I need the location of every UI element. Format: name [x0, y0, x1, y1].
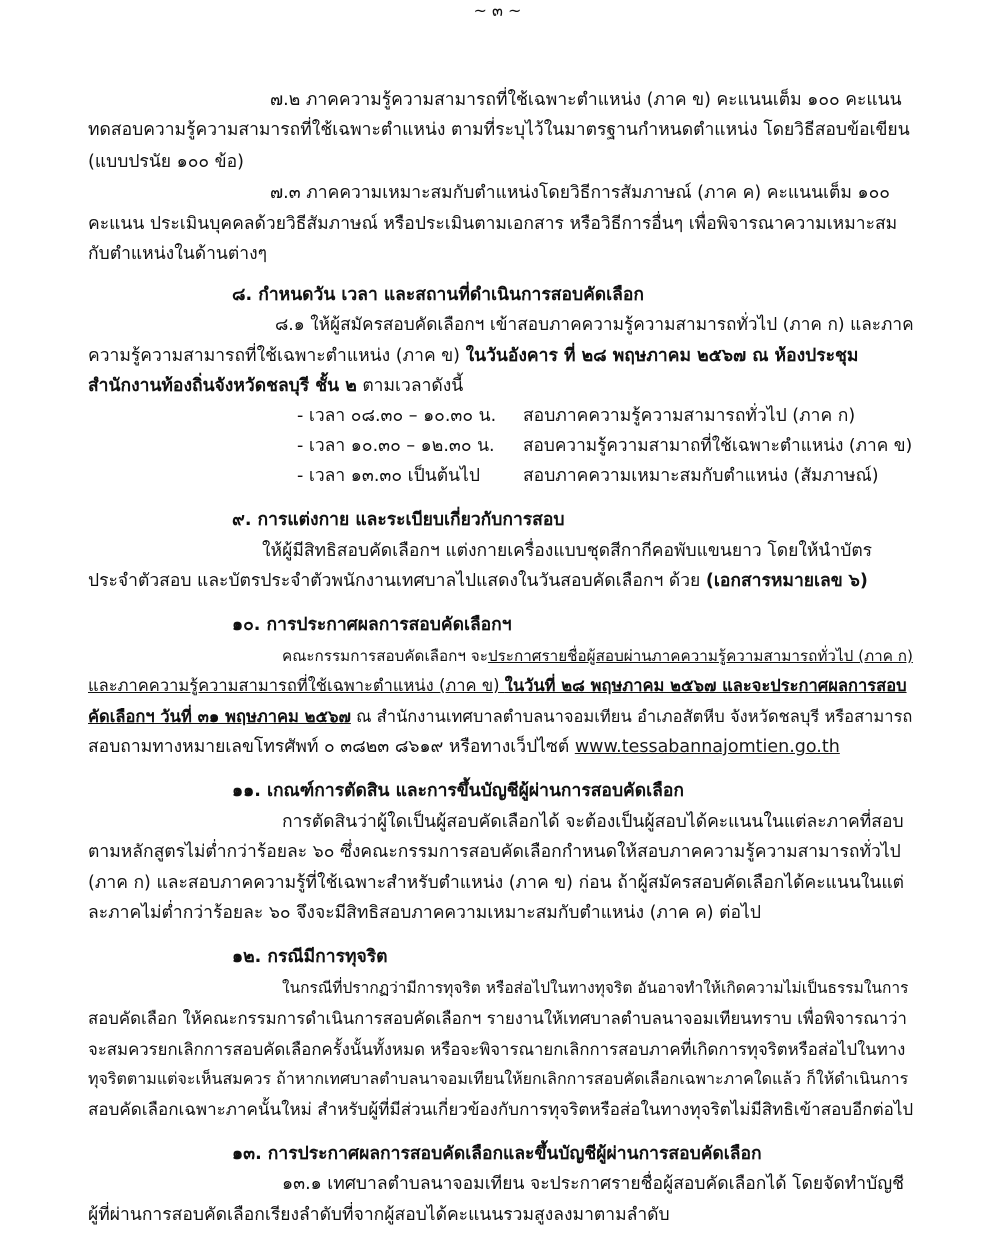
para-12-line-5: สอบคัดเลือกเฉพาะภาคนั้นใหม่ สำหรับผู้ที่มีส่วนเกี่ยวข้องกับการทุจริตหรือส่อในทางทุจริตไม่มีสิทธิเข้าสอบอีกต่อไป — [88, 1100, 914, 1120]
para-7-3-line-3: กับตำแหน่งในด้านต่างๆ — [88, 244, 268, 264]
para-12-line-2: สอบคัดเลือก ให้คณะกรรมการดำเนินการสอบคัดเลือกฯ รายงานให้เทศบาลตำบลนาจอมเทียนทราบ เพื่อพิจารณาว่า — [88, 1008, 907, 1028]
para-10-line-1: คณะกรรมการสอบคัดเลือกฯ จะประกาศรายชื่อผู้สอบผ่านภาคความรู้ความสามารถทั่วไป (ภาค ก) — [282, 647, 913, 665]
para-11-line-3: (ภาค ก) และสอบภาคความรู้ที่ใช้เฉพาะสำหรับตำแหน่ง (ภาค ข) ก่อน ถ้าผู้สมัครสอบคัดเลือกได้คะแนนในแต่ — [88, 873, 905, 893]
section-11-heading: ๑๑. เกณฑ์การตัดสิน และการขึ้นบัญชีผู้ผ่านการสอบคัดเลือก — [232, 781, 684, 801]
section-10-heading: ๑๐. การประกาศผลการสอบคัดเลือกฯ — [232, 615, 512, 635]
section-13-heading: ๑๓. การประกาศผลการสอบคัดเลือกและขึ้นบัญชีผู้ผ่านการสอบคัดเลือก — [232, 1144, 762, 1164]
para-9-line-1: ให้ผู้มีสิทธิสอบคัดเลือกฯ แต่งกายเครื่องแบบชุดสีกากีคอพับแขนยาว โดยให้นำบัตร — [262, 541, 873, 561]
para-7-2-line-1: ๗.๒ ภาคความรู้ความสามารถที่ใช้เฉพาะตำแหน่ง (ภาค ข) คะแนนเต็ม ๑๐๐ คะแนน — [270, 90, 902, 110]
section-8-heading: ๘. กำหนดวัน เวลา และสถานที่ดำเนินการสอบคัดเลือก — [232, 285, 644, 305]
para-11-line-4: ละภาคไม่ต่ำกว่าร้อยละ ๖๐ จึงจะมีสิทธิสอบภาคความเหมาะสมกับตำแหน่ง (ภาค ค) ต่อไป — [88, 903, 761, 923]
para-7-2-line-2: ทดสอบความรู้ความสามารถที่ใช้เฉพาะตำแหน่ง ตามที่ระบุไว้ในมาตรฐานกำหนดตำแหน่ง โดยวิธีสอบข้อเขียน — [88, 120, 910, 140]
para-10-line-3: คัดเลือกฯ วันที่ ๓๑ พฤษภาคม ๒๕๖๗ ณ สำนักงานเทศบาลตำบลนาจอมเทียน อำเภอสัตหีบ จังหวัดชลบุรี หรือสามารถ — [88, 707, 913, 726]
schedule-subject-3: สอบภาคความเหมาะสมกับตำแหน่ง (สัมภาษณ์) — [523, 466, 879, 486]
para-11-line-2: ตามหลักสูตรไม่ต่ำกว่าร้อยละ ๖๐ ซึ่งคณะกรรมการสอบคัดเลือกกำหนดให้สอบภาคความรู้ความสามารถทั่วไป — [88, 842, 901, 862]
section-12-heading: ๑๒. กรณีมีการทุจริต — [232, 947, 388, 967]
schedule-time-1: - เวลา ๐๘.๓๐ – ๑๐.๓๐ น. — [297, 406, 497, 426]
section-9-heading: ๙. การแต่งกาย และระเบียบเกี่ยวกับการสอบ — [232, 510, 565, 530]
para-13-1-line-2: ผู้ที่ผ่านการสอบคัดเลือกเรียงลำดับที่จากผู้สอบได้คะแนนรวมสูงลงมาตามลำดับ — [88, 1205, 670, 1225]
para-8-1-line-2: ความรู้ความสามารถที่ใช้เฉพาะตำแหน่ง (ภาค ข) ในวันอังคาร ที่ ๒๘ พฤษภาคม ๒๕๖๗ ณ ห้องประชุม — [88, 346, 859, 366]
page-number: ~ ๓ ~ — [473, 1, 522, 20]
para-7-2-line-3: (แบบปรนัย ๑๐๐ ข้อ) — [88, 152, 244, 172]
para-12-line-1: ในกรณีที่ปรากฏว่ามีการทุจริต หรือส่อไปในทางทุจริต อันอาจทำให้เกิดความไม่เป็นธรรมในการ — [282, 979, 909, 997]
para-7-3-line-2: คะแนน ประเมินบุคคลด้วยวิธีสัมภาษณ์ หรือประเมินตามเอกสาร หรือวิธีการอื่นๆ เพื่อพิจารณาความเหมาะสม — [88, 214, 898, 234]
para-12-line-4: ทุจริตตามแต่จะเห็นสมควร ถ้าหากเทศบาลตำบลนาจอมเทียนให้ยกเลิกการสอบคัดเลือกเฉพาะภาคใดแล้ว ก็ให้ดำเนินการ — [88, 1069, 909, 1088]
para-8-1-line-1: ๘.๑ ให้ผู้สมัครสอบคัดเลือกฯ เข้าสอบภาคความรู้ความสามารถทั่วไป (ภาค ก) และภาค — [275, 315, 914, 335]
para-7-3-line-1: ๗.๓ ภาคความเหมาะสมกับตำแหน่งโดยวิธีการสัมภาษณ์ (ภาค ค) คะแนนเต็ม ๑๐๐ — [270, 183, 890, 203]
schedule-subject-2: สอบความรู้ความสามาถที่ใช้เฉพาะตำแหน่ง (ภาค ข) — [523, 436, 913, 456]
para-8-1-line-3: สำนักงานท้องถิ่นจังหวัดชลบุรี ชั้น ๒ ตามเวลาดังนี้ — [88, 376, 464, 396]
para-11-line-1: การตัดสินว่าผู้ใดเป็นผู้สอบคัดเลือกได้ จะต้องเป็นผู้สอบได้คะแนนในแต่ละภาคที่สอบ — [282, 812, 904, 832]
schedule-time-3: - เวลา ๑๓.๓๐ เป็นต้นไป — [297, 466, 480, 486]
para-9-line-2: ประจำตัวสอบ และบัตรประจำตัวพนักงานเทศบาลไปแสดงในวันสอบคัดเลือกฯ ด้วย (เอกสารหมายเลข ๖) — [88, 571, 868, 591]
schedule-time-2: - เวลา ๑๐.๓๐ – ๑๒.๓๐ น. — [297, 436, 495, 456]
para-12-line-3: จะสมควรยกเลิกการสอบคัดเลือกครั้งนั้นทั้งหมด หรือจะพิจารณายกเลิกการสอบภาคที่เกิดการทุจริตหรือส่อไปในทาง — [88, 1039, 906, 1059]
website-link[interactable]: www.tessabannajomtien.go.th — [574, 737, 840, 757]
para-10-line-4: สอบถามทางหมายเลขโทรศัพท์ ๐ ๓๘๒๓ ๘๖๑๙ หรือทางเว็ปไซต์ www.tessabannajomtien.go.th — [88, 737, 840, 757]
para-13-1-line-1: ๑๓.๑ เทศบาลตำบลนาจอมเทียน จะประกาศรายชื่อผู้สอบคัดเลือกได้ โดยจัดทำบัญชี — [282, 1174, 905, 1194]
schedule-subject-1: สอบภาคความรู้ความสามารถทั่วไป (ภาค ก) — [523, 406, 856, 426]
para-10-line-2: และภาคความรู้ความสามารถที่ใช้เฉพาะตำแหน่ง (ภาค ข) ในวันที่ ๒๘ พฤษภาคม ๒๕๖๗ และจะประกาศผลการสอบ — [88, 676, 907, 695]
